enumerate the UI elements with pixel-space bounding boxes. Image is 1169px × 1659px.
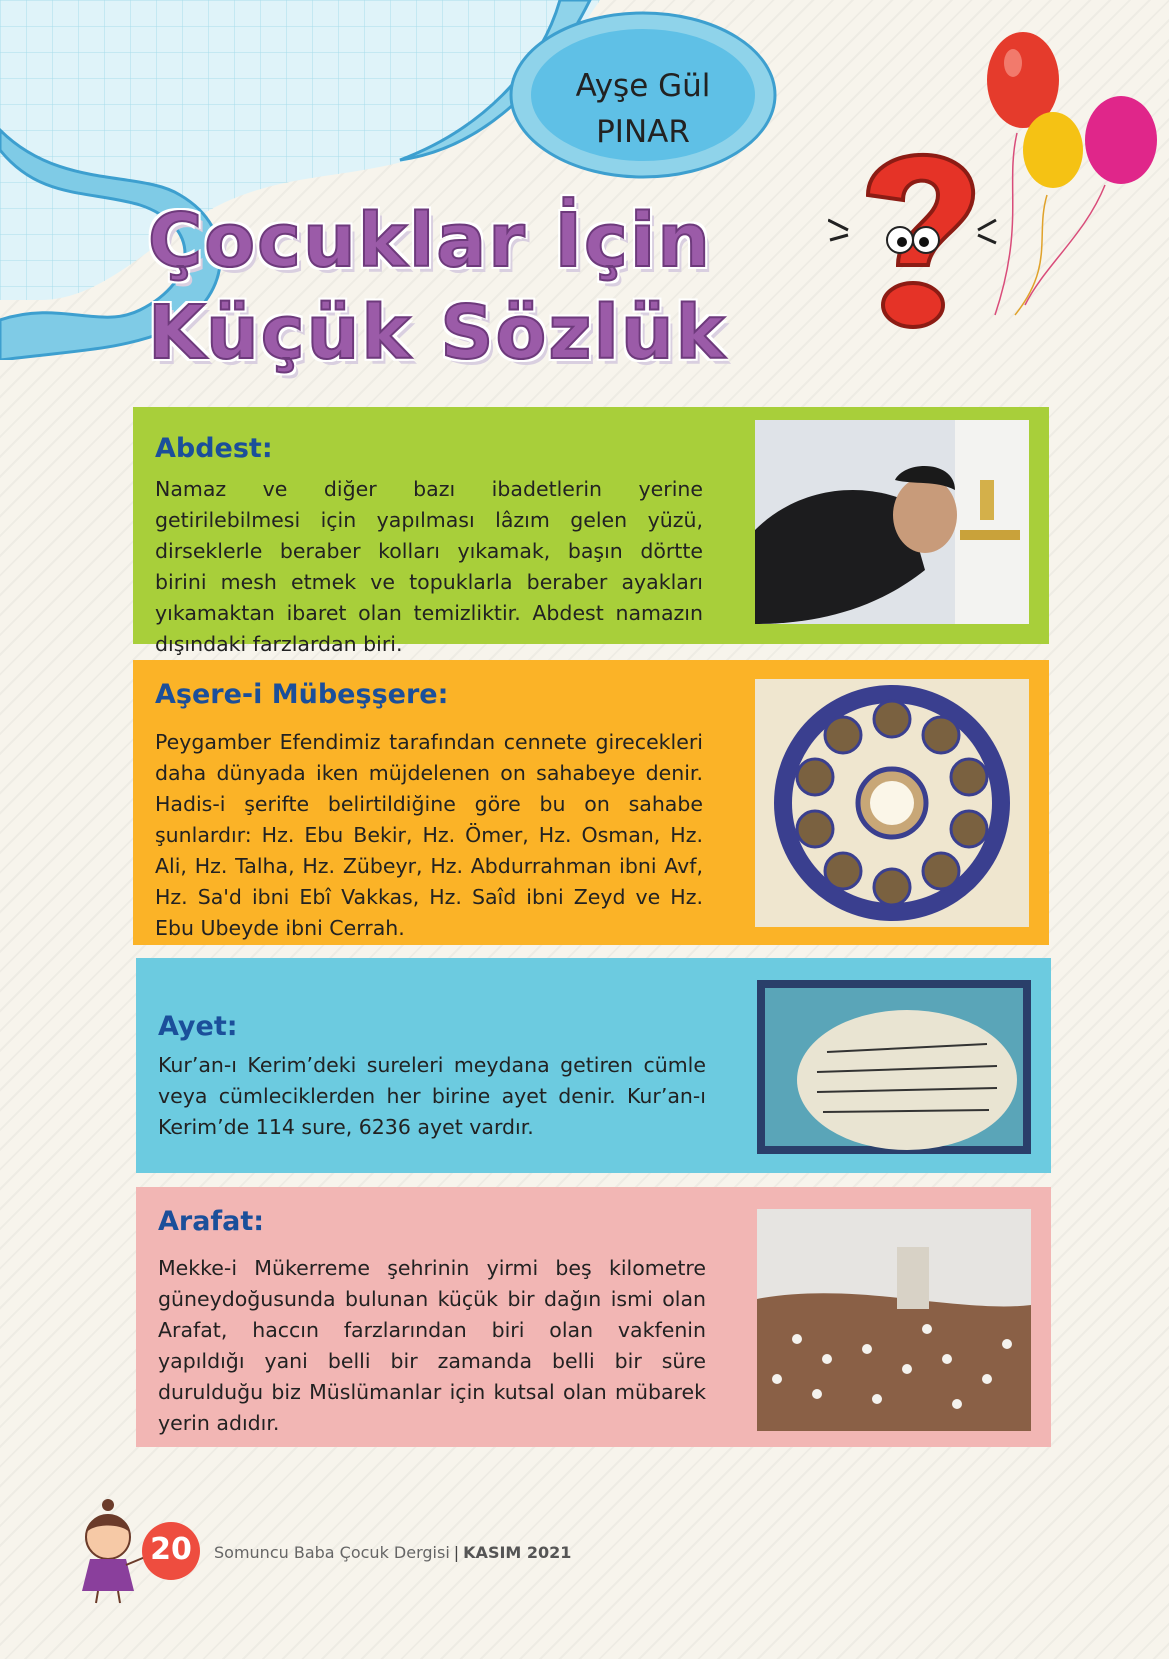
page-number: 20: [150, 1532, 192, 1567]
entry-term: Arafat:: [158, 1206, 265, 1237]
title-line-1: Çocuklar İçin: [148, 198, 712, 284]
entry-term: Ayet:: [158, 1011, 238, 1042]
calligraphy-ornament-photo: [755, 679, 1029, 927]
quran-page-photo: [757, 980, 1031, 1154]
entry-asere-i-mubessere: [133, 660, 1049, 945]
issue-date: KASIM 2021: [463, 1543, 572, 1562]
footer-magazine-info: [214, 1543, 571, 1562]
footer-separator: |: [453, 1543, 460, 1562]
author-last-name: PINAR: [596, 114, 690, 150]
entry-ayet: [136, 958, 1051, 1173]
entry-definition: Peygamber Efendimiz tarafından cennete girecekleri daha dünyada iken müjdelenen on sahabeye denir. Hadis-i şerifte belirtildiğine göre bu on sahabe şunlardır: Hz. Ebu Bekir, Hz. Ömer, Hz. Osman, Hz. Ali, Hz. Talha, Hz. Zübeyr, Hz. Abdurrahman ibni Avf, Hz. Sa'd ibni Ebî Vakkas, Hz. Saîd ibni Zeyd ve Hz. Ebu Ubeyde ibni Cerrah.: [155, 730, 703, 940]
entry-definition: Namaz ve diğer bazı ibadetlerin yerine getirilebilmesi için yapılması lâzım gelen yüzü, dirseklerle beraber kolları yıkamak, başın dörtte birini mesh etmek ve topuklarla beraber ayakları yıkamaktan ibaret olan temizliktir. Abdest namazın dışındaki farzlardan biri.: [155, 477, 703, 656]
ablution-photo: [755, 420, 1029, 624]
girl-mascot-icon: [68, 1495, 152, 1605]
balloons-icon: [985, 25, 1169, 325]
author-first-name: Ayşe Gül: [575, 68, 711, 104]
title-line-2: Küçük Sözlük: [148, 290, 727, 376]
magazine-name: Somuncu Baba Çocuk Dergisi: [214, 1543, 450, 1562]
entry-term: Aşere-i Mübeşşere:: [155, 679, 449, 710]
entry-definition: Kur’an-ı Kerim’deki sureleri meydana getiren cümle veya cümleciklerden her birine ayet denir. Kur’an-ı Kerim’de 114 sure, 6236 ayet vardır.: [158, 1053, 706, 1139]
entry-arafat: [136, 1187, 1051, 1447]
mount-arafat-photo: [757, 1209, 1031, 1431]
question-mark-mascot-icon: [828, 135, 998, 335]
entry-term: Abdest:: [155, 433, 273, 464]
entry-definition: Mekke-i Mükerreme şehrinin yirmi beş kilometre güneydoğusunda bulunan küçük bir dağın ismi olan Arafat, haccın farzlarından biri olan vakfenin yapıldığı yani belli bir zamanda belli bir süre durulduğu biz Müslümanlar için kutsal olan mübarek yerin adıdır.: [158, 1256, 706, 1435]
entry-abdest: [133, 407, 1049, 656]
